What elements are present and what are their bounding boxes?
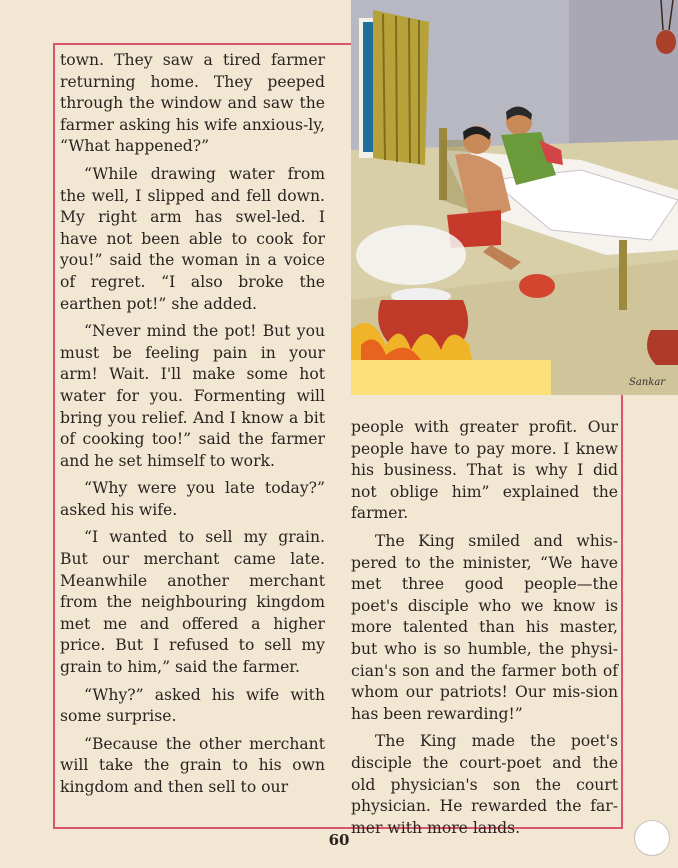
border-left-rule [53, 43, 55, 829]
artist-signature: Sankar [629, 377, 666, 388]
paragraph: “While drawing water from the well, I slipped and fell down. My right arm has swel-led. I have not been able to cook for you!” said the woman in a voice of regret. “I also broke the earthen pot!” she added. [60, 164, 325, 313]
story-illustration [351, 0, 678, 395]
library-stamp-icon [634, 820, 670, 856]
paragraph: town. They saw a tired farmer returning home. They peeped through the window and saw the farmer asking his wife anxious-ly, “What happened?” [60, 51, 325, 156]
small-pot [519, 274, 555, 298]
border-right-rule [621, 395, 623, 829]
page-number: 60 [328, 831, 350, 849]
paragraph: “Never mind the pot! But you must be feeling pain in your arm! Wait. I'll make some hot water for you. Formenting will bring you relief. And I know a bit of cooking too!” said the farmer and he set himself to work. [60, 322, 325, 470]
left-text-column [60, 50, 325, 805]
paragraph: “Why?” asked his wife with some surprise. [60, 685, 325, 726]
paragraph: people with greater profit. Our people have to pay more. I knew his business. That is why I did not oblige him” explained the farmer. [351, 418, 618, 523]
border-top-rule [53, 43, 353, 45]
paragraph: “Why were you late today?” asked his wife. [60, 479, 325, 519]
wooden-door [373, 10, 429, 165]
paragraph: The King smiled and whis-pered to the minister, “We have met three good people—the poet's disciple who we know is more talented than his master, but who is so humble, the physi-cian's son and the farmer both of whom our patriots! Our mis-sion has been rewarding!” [351, 531, 618, 723]
right-text-column [351, 417, 618, 845]
paragraph: The King made the poet's disciple the court-poet and the old physician's son the court physician. He rewarded the far-mer with more lands. [351, 732, 618, 837]
paragraph: “I wanted to sell my grain. But our merchant came late. Meanwhile another merchant from the neighbouring kingdom met me and offered a higher price. But I refused to sell my grain to him,” said the farmer. [60, 528, 325, 677]
paragraph: “Because the other merchant will take the grain to his own kingdom and then sell to our [60, 734, 325, 796]
